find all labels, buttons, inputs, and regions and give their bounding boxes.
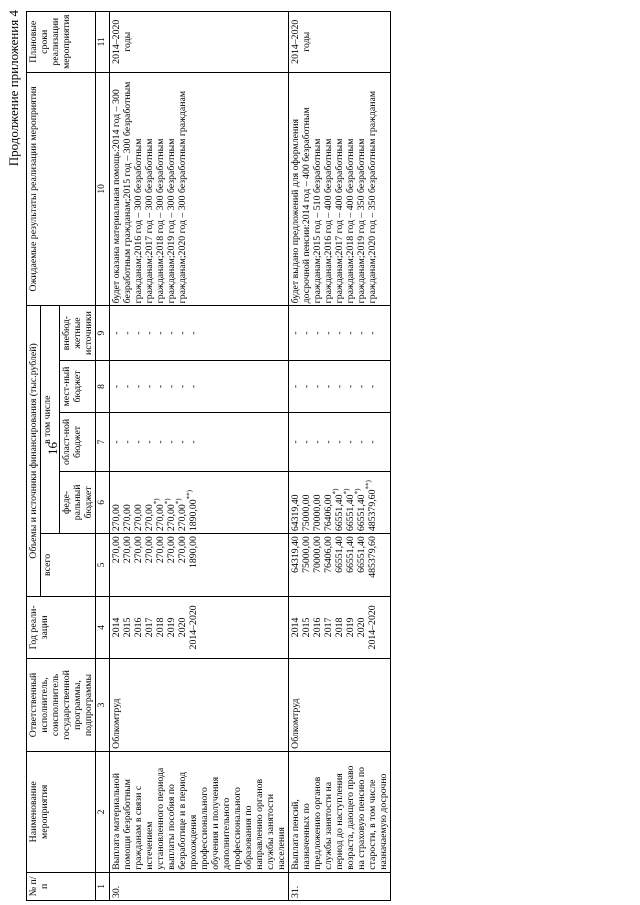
- years-cell: [289, 596, 391, 658]
- cell-line: 2015: [122, 617, 133, 638]
- cell-line: -: [188, 440, 199, 444]
- cell-line: 2020 год – 350 безработным гражданам: [367, 90, 378, 256]
- col-num: 6: [96, 471, 110, 533]
- col-num: 10: [96, 72, 110, 306]
- cell-line: 485379,60: [367, 536, 378, 578]
- cell-line: 2019: [166, 617, 177, 638]
- cell-line: -: [290, 331, 301, 335]
- cell-line: 270,00: [122, 504, 133, 532]
- federal-cell: [110, 471, 289, 533]
- page-number: 16: [45, 442, 60, 455]
- cell-line: 75000,00: [301, 494, 312, 532]
- cell-line: 2020: [356, 617, 367, 638]
- cell-line: -: [188, 331, 199, 335]
- cell-line: -: [177, 440, 188, 444]
- row-number: 30.: [110, 872, 289, 900]
- col-num: 5: [96, 534, 110, 596]
- cell-line: 270,00: [177, 536, 188, 564]
- header-financing: Объемы и источники финансирования (тыс.рублей): [27, 306, 41, 596]
- cell-line: 270,00: [166, 536, 177, 564]
- cell-line: -: [356, 440, 367, 444]
- cell-line: 66551,40*): [353, 488, 367, 532]
- cell-line: 270,00: [155, 536, 166, 564]
- cell-line: 270,00: [111, 536, 122, 564]
- result-cell: [289, 72, 391, 306]
- cell-line: 70000,00: [312, 536, 323, 573]
- cell-line: -: [133, 331, 144, 335]
- cell-line: -: [133, 440, 144, 444]
- cell-line: 270,00: [144, 536, 155, 564]
- header-result: Ожидаемые результаты реализации мероприятия: [27, 72, 96, 306]
- cell-line: -: [122, 331, 133, 335]
- cell-line: 66551,40: [334, 536, 345, 573]
- cell-line: -: [166, 440, 177, 444]
- cell-line: -: [122, 440, 133, 444]
- cell-line: -: [144, 440, 155, 444]
- cell-line: -: [166, 331, 177, 335]
- cell-line: 2016 год – 400 безработным гражданам;: [323, 138, 345, 304]
- cell-line: 2017 год – 300 безработным гражданам;: [144, 138, 166, 304]
- header-including: в том числе: [41, 306, 60, 534]
- cell-line: 270,00*): [163, 498, 177, 532]
- column-number-row: [96, 12, 110, 901]
- cell-line: 66551,40: [356, 536, 367, 573]
- cell-line: 2017: [323, 617, 334, 638]
- cell-line: 2020 год – 300 безработным гражданам: [177, 90, 188, 256]
- cell-line: 75000,00: [301, 536, 312, 573]
- cell-line: -: [290, 440, 301, 444]
- col-num: 3: [96, 659, 110, 752]
- cell-line: будет оказана материальная помощь:: [111, 149, 122, 304]
- col-num: 1: [96, 872, 110, 900]
- local-cell: [110, 360, 289, 412]
- cell-line: -: [155, 331, 166, 335]
- cell-line: -: [133, 384, 144, 389]
- cell-line: 2014: [290, 617, 301, 638]
- col-num: 2: [96, 751, 110, 872]
- cell-line: 2018: [155, 617, 166, 638]
- cell-line: 2018: [334, 617, 345, 638]
- cell-line: -: [177, 331, 188, 335]
- cell-line: 270,00: [133, 504, 144, 532]
- measures-table: [26, 11, 391, 901]
- local-cell: [289, 360, 391, 412]
- cell-line: -: [345, 384, 356, 389]
- cell-line: 66551,40: [345, 536, 356, 573]
- cell-line: 76406,00: [323, 536, 334, 573]
- cell-line: 64319,40: [290, 494, 301, 532]
- cell-line: 2016: [312, 617, 323, 638]
- cell-line: -: [334, 331, 345, 335]
- header-term: Плановые сроки реализации мероприятия: [27, 12, 96, 73]
- cell-line: -: [367, 440, 378, 444]
- cell-line: -: [356, 331, 367, 335]
- cell-line: 64319,40: [290, 536, 301, 573]
- cell-line: 2019 год – 350 безработным гражданам;: [356, 138, 378, 304]
- cell-line: 2014: [111, 617, 122, 638]
- cell-line: 2015 год – 510 безработным гражданам;: [312, 138, 334, 304]
- cell-line: -: [122, 384, 133, 389]
- federal-cell: [289, 471, 391, 533]
- cell-line: 2018 год – 400 безработным гражданам;: [345, 138, 367, 304]
- col-num: 11: [96, 12, 110, 73]
- cell-line: 70000,00: [312, 494, 323, 532]
- header-n: № п/п: [27, 872, 96, 900]
- cell-line: -: [367, 331, 378, 335]
- cell-line: 2019 год – 300 безработным гражданам;: [166, 138, 188, 304]
- cell-line: -: [334, 384, 345, 389]
- header-total: всего: [41, 534, 96, 596]
- col-num: 9: [96, 306, 110, 360]
- cell-line: -: [111, 331, 122, 335]
- cell-line: -: [166, 384, 177, 389]
- cell-line: будет выдано предложений для оформления досрочной пенсии:: [290, 119, 312, 304]
- cell-line: -: [290, 384, 301, 389]
- cell-line: -: [188, 384, 199, 389]
- cell-line: -: [312, 331, 323, 335]
- cell-line: -: [323, 331, 334, 335]
- continuation-note: Продолжение приложения 4: [6, 10, 21, 167]
- cell-line: -: [177, 384, 188, 389]
- cell-line: 270,00*): [152, 498, 166, 532]
- regional-cell: [110, 413, 289, 471]
- cell-line: -: [345, 440, 356, 444]
- term-cell: 2014–2020 годы: [110, 12, 289, 73]
- header-responsible: Ответственный исполнитель, соисполнитель государственной программы, подпрограммы: [27, 659, 96, 752]
- cell-line: -: [144, 331, 155, 335]
- cell-line: -: [155, 384, 166, 389]
- header-extrabudget: внебюд-жетные источники: [60, 306, 96, 360]
- cell-line: 2017 год – 400 безработным гражданам;: [334, 138, 356, 304]
- responsible-executor: Облкомтруд: [110, 659, 289, 752]
- row-number: 31.: [289, 872, 391, 900]
- cell-line: 2015 год – 300 безработным гражданам;: [122, 81, 144, 304]
- header-local: мест-ный бюджет: [60, 360, 96, 412]
- cell-line: 66551,40*): [331, 488, 345, 532]
- col-num: 7: [96, 413, 110, 471]
- cell-line: 1890,00**): [185, 489, 199, 532]
- cell-line: 2014–2020: [367, 605, 378, 650]
- table-row: [289, 12, 391, 901]
- result-cell: [110, 72, 289, 306]
- cell-line: 2019: [345, 617, 356, 638]
- cell-line: 2020: [177, 617, 188, 638]
- table-row: [110, 12, 289, 901]
- cell-line: 485379,60**): [364, 480, 378, 532]
- regional-cell: [289, 413, 391, 471]
- cell-line: -: [323, 440, 334, 444]
- extrabudget-cell: [289, 306, 391, 360]
- cell-line: -: [301, 384, 312, 389]
- cell-line: -: [111, 384, 122, 389]
- cell-line: 270,00: [111, 504, 122, 532]
- extrabudget-cell: [110, 306, 289, 360]
- cell-line: -: [301, 331, 312, 335]
- years-cell: [110, 596, 289, 658]
- cell-line: 2018 год – 300 безработным гражданам;: [155, 138, 177, 304]
- cell-line: 66551,40*): [342, 488, 356, 532]
- total-cell: [110, 534, 289, 596]
- measure-name: Выплата материальной помощи безработным гражданам в связи с истечением установленного периода выплаты пособия по безработице и в период прохождения профессионального обучения и получения дополнительного профессионального образования по направлению органов службы занятости населения: [110, 751, 289, 872]
- cell-line: 1890,00: [188, 536, 199, 568]
- cell-line: -: [111, 440, 122, 444]
- cell-line: -: [301, 440, 312, 444]
- cell-line: 76406,00: [323, 494, 334, 532]
- header-year: Год реали-зации: [27, 596, 96, 658]
- cell-line: 270,00*): [174, 498, 188, 532]
- cell-line: 270,00: [144, 504, 155, 532]
- header-regional: област-ной бюджет: [60, 413, 96, 471]
- header-federal: феде-ральный бюджет: [60, 471, 96, 533]
- total-cell: [289, 534, 391, 596]
- measure-name: Выплата пенсий, назначенных по предложению органов службы занятости на период до наступления возраста, дающего право на страховую пенсию по старости, в том числе назначаемую досрочно: [289, 751, 391, 872]
- cell-line: 2017: [144, 617, 155, 638]
- cell-line: -: [356, 384, 367, 389]
- responsible-executor: Облкомтруд: [289, 659, 391, 752]
- cell-line: -: [144, 384, 155, 389]
- cell-line: 2015: [301, 617, 312, 638]
- cell-line: -: [312, 384, 323, 389]
- col-num: 4: [96, 596, 110, 658]
- cell-line: -: [367, 384, 378, 389]
- cell-line: 2014–2020: [188, 605, 199, 650]
- cell-line: 270,00: [133, 536, 144, 564]
- cell-line: 2014 год – 400 безработным гражданам;: [301, 107, 323, 304]
- cell-line: 2016: [133, 617, 144, 638]
- cell-line: 2014 год – 300 безработным гражданам;: [111, 89, 133, 304]
- cell-line: 270,00: [122, 536, 133, 564]
- header-row-1: [27, 12, 41, 901]
- cell-line: -: [334, 440, 345, 444]
- cell-line: -: [155, 440, 166, 444]
- cell-line: 2016 год – 300 безработным гражданам;: [133, 138, 155, 304]
- cell-line: -: [312, 440, 323, 444]
- col-num: 8: [96, 360, 110, 412]
- term-cell: 2014–2020 годы: [289, 12, 391, 73]
- cell-line: -: [323, 384, 334, 389]
- header-name: Наименование мероприятия: [27, 751, 96, 872]
- cell-line: -: [345, 331, 356, 335]
